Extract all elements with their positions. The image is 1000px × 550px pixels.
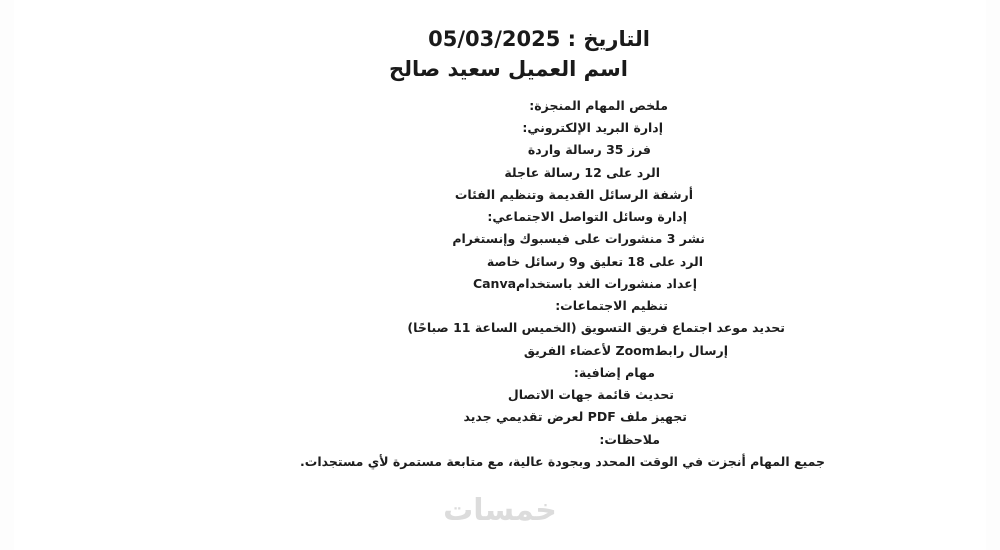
line-summary-heading: ملخص المهام المنجزة:: [529, 97, 668, 113]
page-right-margin: [986, 0, 1000, 550]
line-posts-published: نشر 3 منشورات على فيسبوك وإنستغرام: [452, 231, 705, 247]
line-prepare-pdf: تجهيز ملف PDF لعرض تقديمي جديد: [463, 409, 687, 425]
line-notes-heading: ملاحظات:: [599, 431, 660, 447]
page-left-margin: [0, 0, 14, 550]
line-comments-and-dms: الرد على 18 تعليق و9 رسائل خاصة: [486, 253, 703, 269]
line-marketing-meeting-schedule: تحديد موعد اجتماع فريق التسويق (الخميس الساعة 11 صباحًا): [407, 320, 785, 336]
line-canva-next-day-posts: إعداد منشورات الغد باستخدامCanva: [472, 275, 697, 291]
document-content: [20, 24, 980, 473]
date-line: التاريخ : 05/03/2025: [428, 27, 650, 51]
line-social-media-heading: إدارة وسائل التواصل الاجتماعي:: [487, 209, 687, 225]
line-extra-tasks-heading: مهام إضافية:: [573, 364, 655, 380]
document-header: [20, 24, 980, 85]
line-sorted-inbox: فرز 35 رسالة واردة: [527, 142, 651, 158]
line-email-management-heading: إدارة البريد الإلكتروني:: [522, 120, 663, 136]
client-name-line: اسم العميل سعيد صالح: [389, 57, 628, 82]
line-update-contacts: تحديث قائمة جهات الاتصال: [507, 387, 674, 403]
document-body: [20, 95, 980, 473]
line-notes-body: جميع المهام أنجزت في الوقت المحدد وبجودة عالية، مع متابعة مستمرة لأي مستجدات.: [300, 453, 825, 469]
watermark: خمسات: [443, 493, 557, 528]
line-urgent-replies: الرد على 12 رسالة عاجلة: [504, 164, 660, 180]
line-meetings-heading: تنظيم الاجتماعات:: [555, 298, 668, 314]
line-archive-old-messages: أرشفة الرسائل القديمة وتنظيم الفئات: [454, 186, 693, 202]
line-zoom-link-sent: إرسال رابطZoom لأعضاء الفريق: [523, 342, 728, 358]
